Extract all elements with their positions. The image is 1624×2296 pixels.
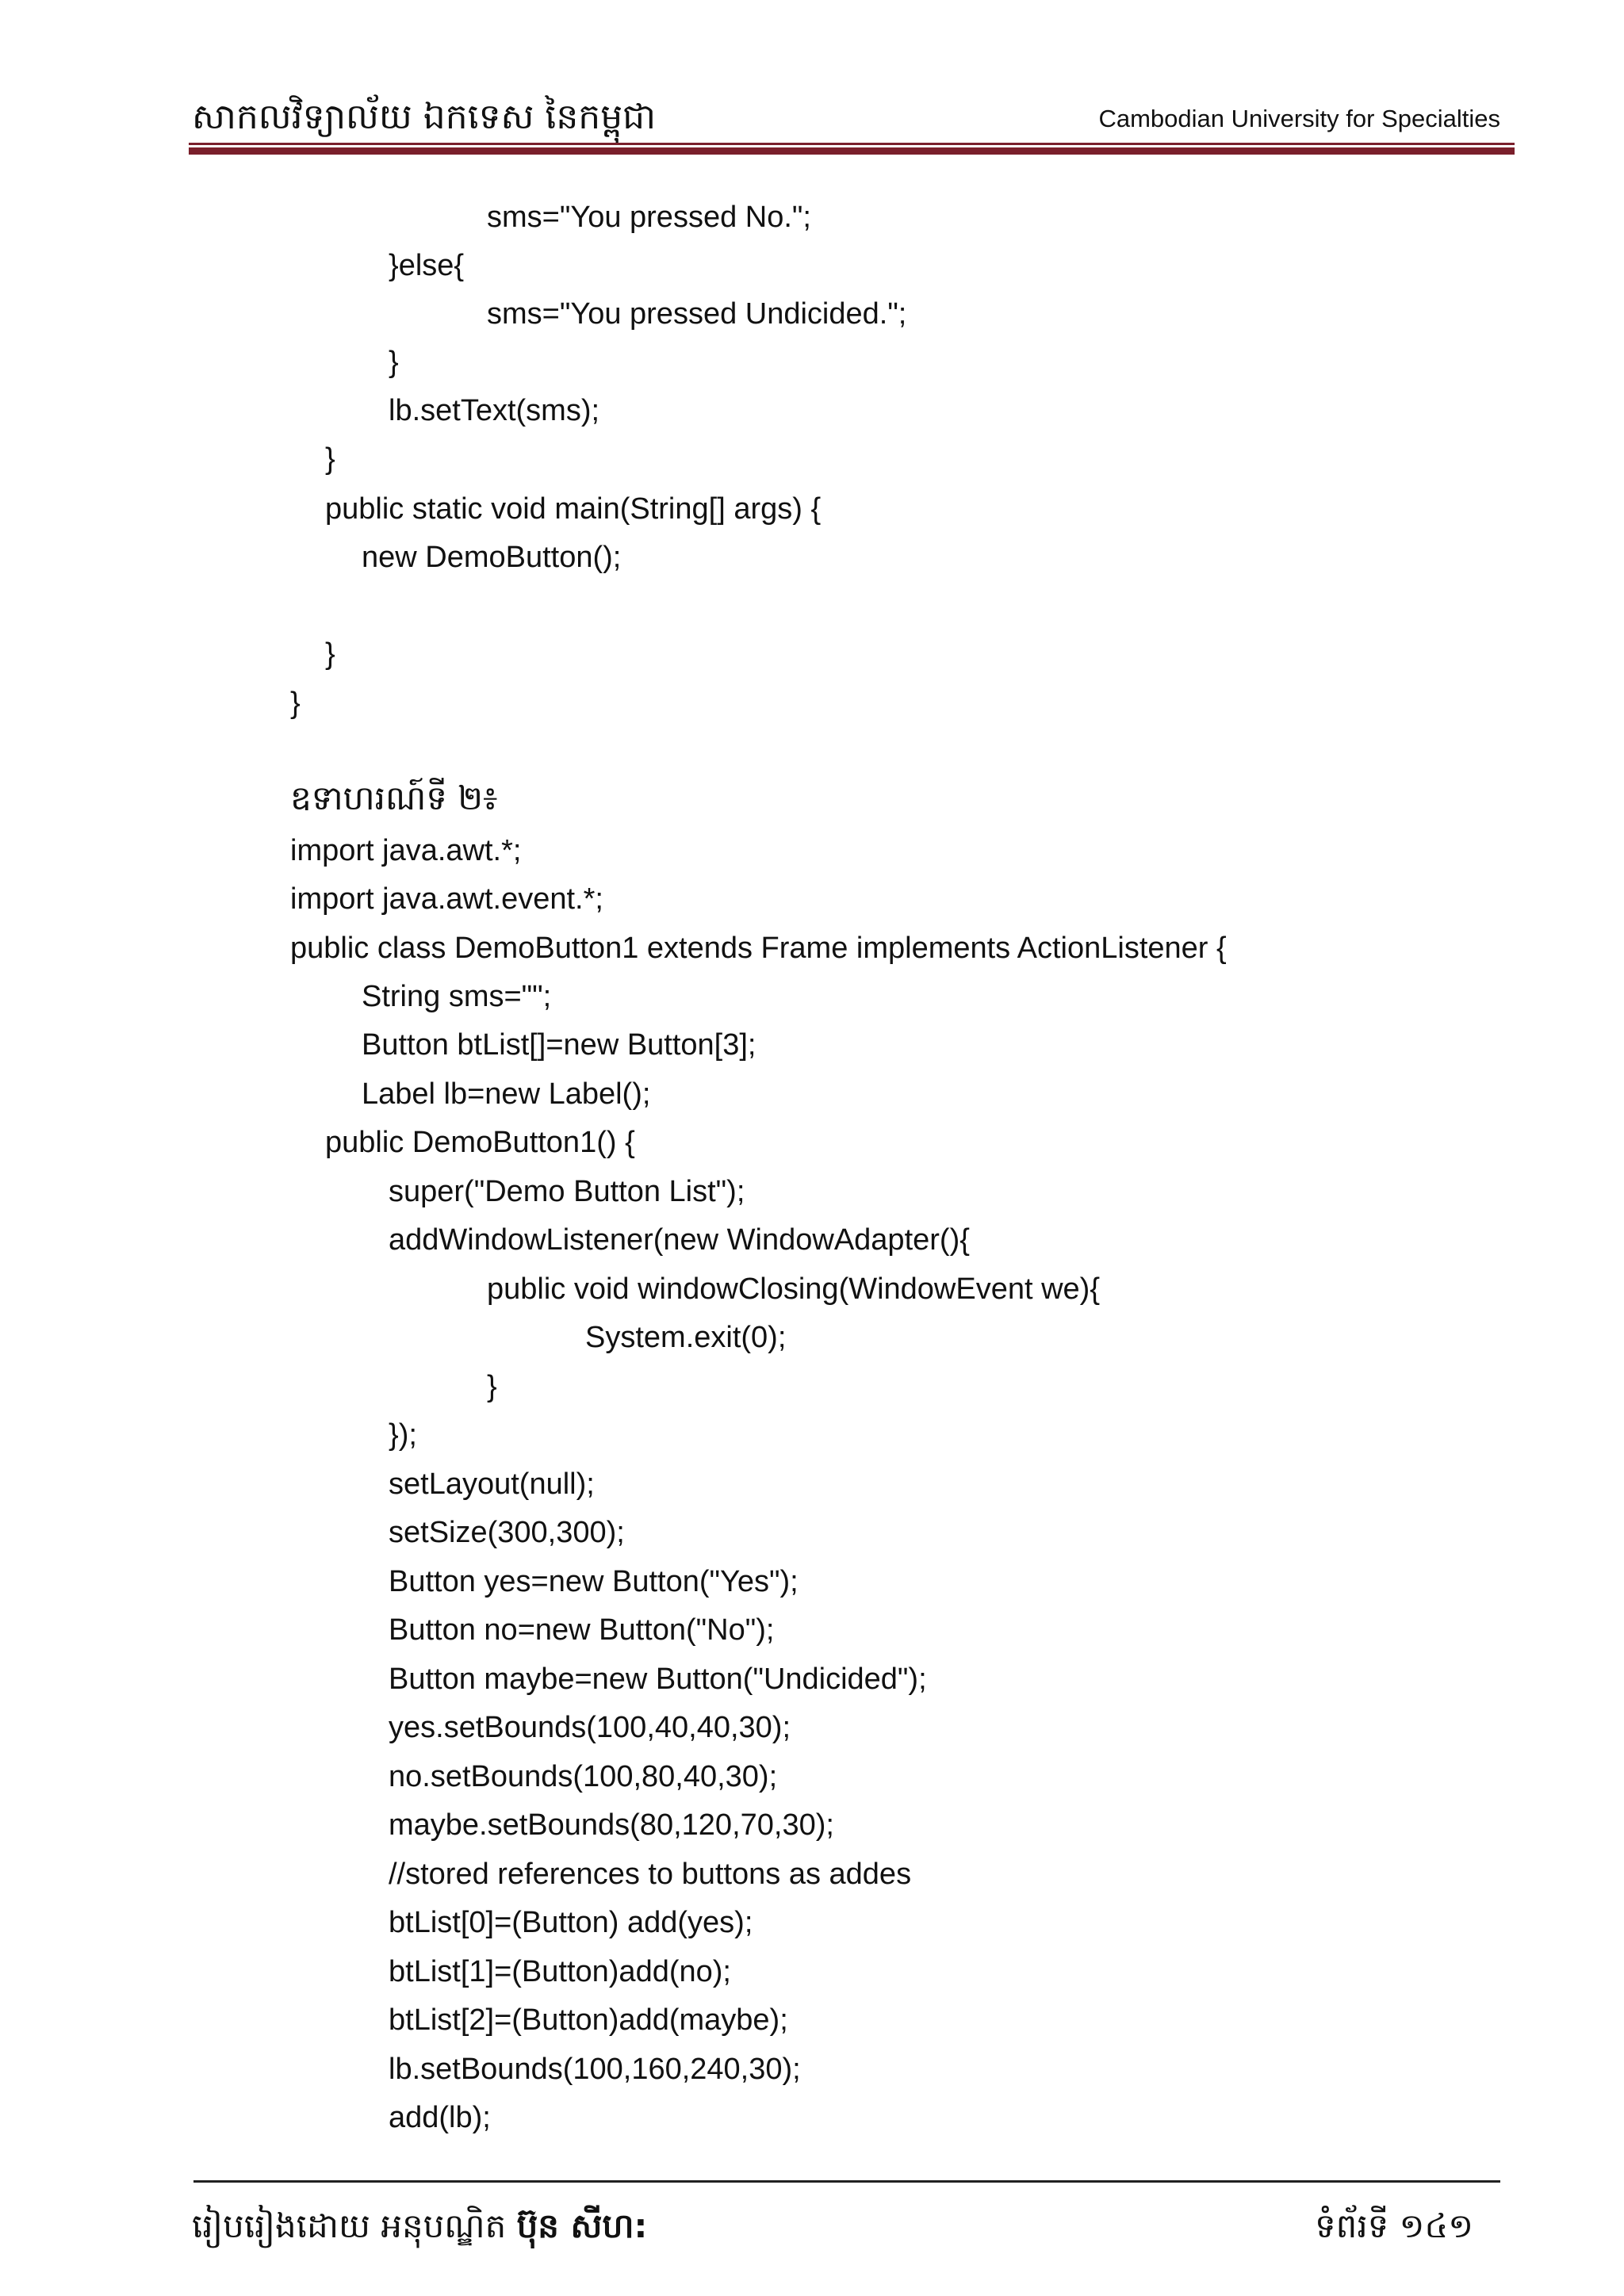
code-line: addWindowListener(new WindowAdapter(){ bbox=[389, 1223, 970, 1257]
code-line: public DemoButton1() { bbox=[325, 1126, 635, 1159]
code-line: Button yes=new Button("Yes"); bbox=[389, 1565, 799, 1598]
code-line: public void windowClosing(WindowEvent we){ bbox=[487, 1272, 1101, 1306]
code-line: public class DemoButton1 extends Frame implements ActionListener { bbox=[290, 932, 1227, 965]
header-institution-khmer: សាកលវិទ្យាល័យ ឯកទេស នៃកម្ពុជា bbox=[192, 97, 657, 137]
code-line: } bbox=[325, 442, 335, 476]
code-line: } bbox=[290, 687, 301, 720]
code-line: new DemoButton(); bbox=[362, 541, 622, 574]
code-line: lb.setText(sms); bbox=[389, 394, 600, 427]
code-line: }else{ bbox=[389, 249, 465, 282]
code-line: no.setBounds(100,80,40,30); bbox=[389, 1760, 778, 1793]
code-line: maybe.setBounds(80,120,70,30); bbox=[389, 1808, 834, 1842]
example-heading: ឧទាហរណ៍ទី ២៖ bbox=[290, 779, 498, 817]
code-line: add(lb); bbox=[389, 2101, 491, 2134]
code-line: String sms=""; bbox=[362, 980, 552, 1013]
footer-rule bbox=[193, 2180, 1500, 2183]
code-line: btList[1]=(Button)add(no); bbox=[389, 1955, 731, 1988]
code-line: } bbox=[325, 637, 335, 671]
code-line: }); bbox=[389, 1418, 417, 1452]
header-institution-english: Cambodian University for Specialties bbox=[1098, 105, 1500, 132]
code-line: import java.awt.event.*; bbox=[290, 882, 603, 916]
code-line: sms="You pressed No."; bbox=[487, 201, 811, 234]
code-line: lb.setBounds(100,160,240,30); bbox=[389, 2053, 801, 2086]
code-line: Button no=new Button("No"); bbox=[389, 1613, 775, 1647]
code-line: setLayout(null); bbox=[389, 1468, 595, 1501]
code-line: setSize(300,300); bbox=[389, 1516, 625, 1549]
footer-prepared-by-label: រៀបរៀងដោយ អនុបណ្ឌិត bbox=[192, 2206, 507, 2245]
footer-page-number: ទំព័រទី ១៤១ bbox=[1315, 2206, 1473, 2245]
code-line: Label lb=new Label(); bbox=[362, 1077, 651, 1111]
code-line: } bbox=[487, 1370, 497, 1403]
code-comment-line: //stored references to buttons as addes bbox=[389, 1858, 912, 1891]
code-line: Button btList[]=new Button[3]; bbox=[362, 1028, 756, 1062]
code-line: public static void main(String[] args) { bbox=[325, 492, 822, 526]
code-line: sms="You pressed Undicided."; bbox=[487, 297, 907, 331]
code-line: System.exit(0); bbox=[585, 1321, 787, 1354]
code-line: super("Demo Button List"); bbox=[389, 1175, 745, 1208]
footer-author bbox=[192, 2204, 647, 2248]
code-line: Button maybe=new Button("Undicided"); bbox=[389, 1663, 927, 1696]
code-line: btList[2]=(Button)add(maybe); bbox=[389, 2003, 788, 2037]
code-line: } bbox=[389, 346, 399, 379]
code-line: btList[0]=(Button) add(yes); bbox=[389, 1906, 753, 1939]
code-line: import java.awt.*; bbox=[290, 834, 522, 867]
footer-author-name: ប៊ុន សីហ: bbox=[516, 2206, 648, 2245]
code-line: yes.setBounds(100,40,40,30); bbox=[389, 1711, 791, 1744]
